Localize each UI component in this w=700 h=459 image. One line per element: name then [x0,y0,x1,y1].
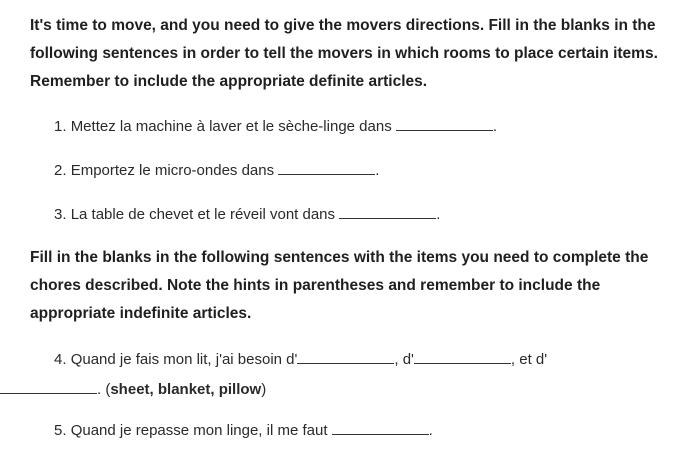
punctuation: . [375,162,380,179]
hint-text: sheet, blanket, pillow [110,381,262,398]
question-text: Quand je fais mon lit, j'ai besoin d' [70,351,298,368]
question-3 [54,202,674,228]
hint-paren: ) [261,381,267,398]
question-text: Emportez le micro-ondes dans [70,162,275,179]
question-number: 3. [54,206,67,223]
answer-blank[interactable] [332,420,429,435]
instructions-indefinite-articles: Fill in the blanks in the following sentences with the items you need to complete the chores described. Note the hints in parentheses and remember to include the appropriate indefinite articles. [30,249,649,322]
punctuation: . [436,206,441,223]
question-text: La table de chevet et le réveil vont dans [70,206,336,223]
question-text: Mettez la machine à laver et le sèche-linge dans [70,118,392,135]
answer-blank-sheet[interactable] [297,349,394,364]
hint-paren: ( [105,381,111,398]
punctuation: . [492,118,498,135]
question-5 [54,418,674,444]
question-1 [54,114,674,140]
question-2 [54,158,674,184]
answer-blank[interactable] [278,160,375,175]
question-number: 1. [54,118,67,135]
question-number: 4. [54,351,67,368]
separator: , et d' [510,351,548,368]
separator: , d' [394,351,414,368]
question-text: Quand je repasse mon linge, il me faut [70,422,328,439]
question-number: 5. [54,422,67,439]
question-number: 2. [54,162,67,179]
answer-blank[interactable] [339,204,436,219]
answer-blank[interactable] [396,116,493,131]
answer-blank-blanket[interactable] [414,349,511,364]
question-4 [54,345,674,405]
answer-blank-pillow[interactable] [0,379,97,394]
punctuation: . [428,422,433,439]
instructions-definite-articles: It's time to move, and you need to give the movers directions. Fill in the blanks in the following sentences in order to tell the movers in which rooms to place certain items. Remember to include the appropriate definite articles. [30,17,658,90]
punctuation: . [97,381,102,398]
